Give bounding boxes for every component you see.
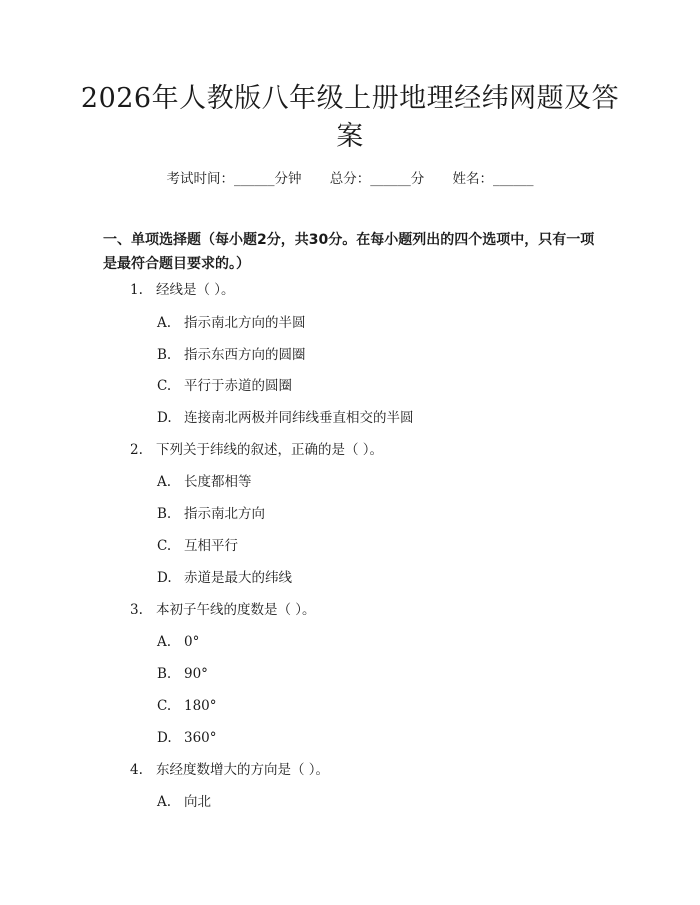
q2-option-b — [157, 504, 265, 524]
question-text: 本初子午线的度数是（ ）。 — [156, 602, 316, 618]
option-text: 指示南北方向的半圆 — [184, 315, 306, 331]
option-letter: B. — [157, 347, 172, 363]
option-text: 指示南北方向 — [184, 506, 265, 522]
option-letter: A. — [157, 794, 172, 810]
option-letter: A. — [157, 634, 172, 650]
question-1 — [130, 280, 235, 300]
option-text: 向北 — [184, 794, 211, 810]
q3-option-c — [157, 696, 217, 716]
q1-option-c — [157, 376, 292, 396]
option-letter: C. — [157, 698, 172, 714]
question-number: 4. — [130, 762, 143, 778]
option-text: 0° — [184, 634, 200, 650]
option-text: 赤道是最大的纬线 — [184, 570, 292, 586]
option-letter: A. — [157, 315, 172, 331]
section-heading: 一、单项选择题（每小题2分，共30分。在每小题列出的四个选项中，只有一项是最符合题目要求的。） — [103, 232, 595, 272]
q2-option-d — [157, 568, 292, 588]
question-number: 1. — [130, 282, 143, 298]
option-text: 180° — [184, 698, 217, 714]
question-2 — [130, 440, 383, 460]
question-3 — [130, 600, 316, 620]
q1-option-b — [157, 345, 306, 365]
option-text: 长度都相等 — [184, 474, 252, 490]
q3-option-a — [157, 632, 199, 652]
exam-time-field: 考试时间：______分钟 — [166, 171, 302, 187]
exam-info-line — [0, 167, 700, 187]
option-text: 连接南北两极并同纬线垂直相交的半圆 — [184, 410, 414, 426]
student-name-field: 姓名：______ — [452, 171, 534, 187]
option-letter: C. — [157, 378, 172, 394]
q3-option-d — [157, 728, 217, 748]
option-letter: A. — [157, 474, 172, 490]
question-number: 3. — [130, 602, 143, 618]
option-text: 平行于赤道的圆圈 — [184, 378, 292, 394]
option-letter: B. — [157, 506, 172, 522]
option-text: 指示东西方向的圆圈 — [184, 347, 306, 363]
document-title: 2026年人教版八年级上册地理经纬网题及答案 — [80, 83, 620, 152]
q4-option-a — [157, 792, 211, 812]
question-text: 东经度数增大的方向是（ ）。 — [156, 762, 330, 778]
q1-option-d — [157, 408, 414, 428]
option-text: 360° — [184, 730, 217, 746]
q1-option-a — [157, 313, 306, 333]
option-letter: D. — [157, 410, 172, 426]
option-letter: D. — [157, 570, 172, 586]
question-4 — [130, 760, 329, 780]
total-score-field: 总分：______分 — [329, 171, 425, 187]
option-text: 互相平行 — [184, 538, 238, 554]
question-text: 经线是（ ）。 — [156, 282, 235, 298]
option-text: 90° — [184, 666, 208, 682]
option-letter: B. — [157, 666, 172, 682]
q3-option-b — [157, 664, 208, 684]
option-letter: D. — [157, 730, 172, 746]
q2-option-a — [157, 472, 252, 492]
question-number: 2. — [130, 442, 143, 458]
question-text: 下列关于纬线的叙述，正确的是（ ）。 — [156, 442, 384, 458]
option-letter: C. — [157, 538, 172, 554]
q2-option-c — [157, 536, 238, 556]
